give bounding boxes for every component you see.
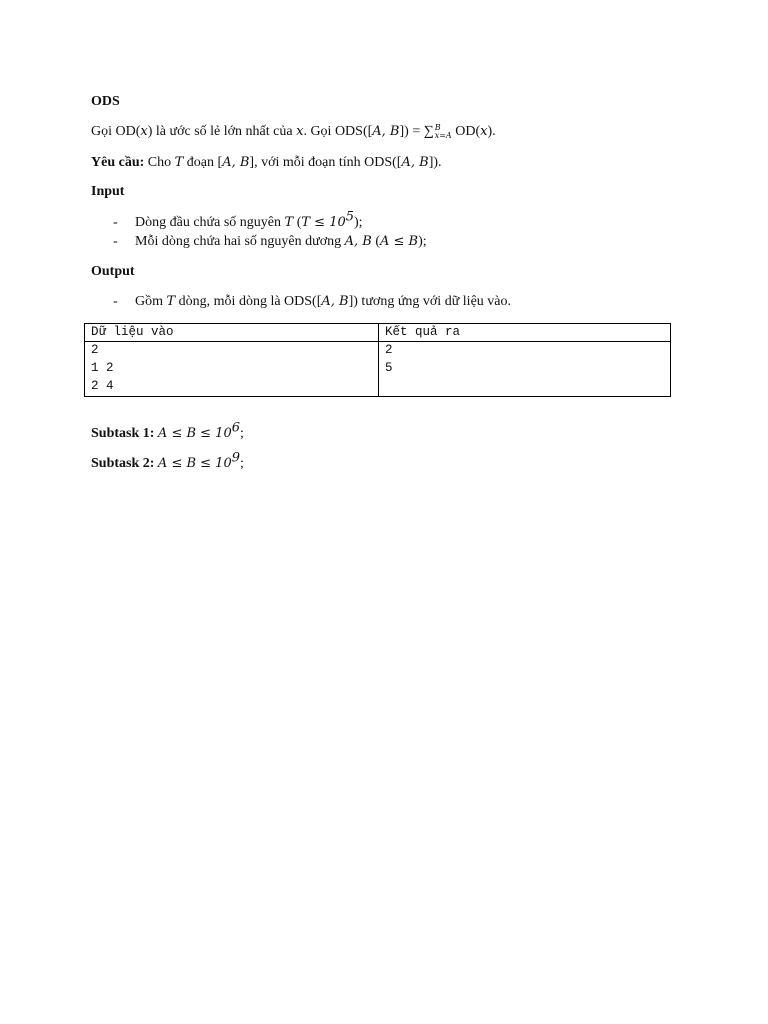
input-item-1 — [113, 209, 363, 232]
output-heading: Output — [91, 264, 135, 279]
input-item-text: Dòng đầu chứa số nguyên — [135, 215, 285, 230]
math-x: x — [480, 124, 488, 139]
input-item-text: ( — [293, 215, 302, 230]
input-heading: Input — [91, 184, 125, 199]
table-header-row — [85, 324, 671, 342]
subtask-label: Subtask 1: — [91, 426, 155, 441]
math-exponent: 6 — [231, 420, 241, 436]
math-t: T — [284, 215, 294, 230]
bullet-dash: - — [113, 234, 118, 249]
math-ab: A, B — [344, 234, 372, 249]
subtask-2 — [91, 450, 244, 473]
sample-input-cell — [85, 342, 379, 397]
sample-input-line: 1 2 — [91, 361, 114, 375]
input-item-text: Mỗi dòng chứa hai số nguyên dương — [135, 234, 345, 249]
subtask-label: Subtask 2: — [91, 456, 155, 471]
output-item-text: ]) tương ứng với dữ liệu vào. — [348, 294, 511, 309]
subtask-constraint: A ≤ B ≤ 10 — [157, 456, 232, 471]
definition-text-2: ) là ước số lẻ lớn nhất của — [147, 124, 297, 139]
subtask-constraint: A ≤ B ≤ 10 — [157, 426, 232, 441]
sample-input-line: 2 4 — [91, 379, 114, 393]
definition-text-5: OD( — [451, 124, 481, 139]
sample-output-line: 5 — [385, 361, 393, 375]
requirement-text-4: ]). — [428, 155, 442, 170]
math-constraint: A ≤ B — [380, 234, 419, 249]
sample-output-line: 2 — [385, 343, 393, 357]
subtask-tail: ; — [240, 456, 244, 471]
definition-line — [91, 123, 496, 141]
math-t: T — [166, 294, 176, 309]
subtask-tail: ; — [240, 426, 244, 441]
math-ab: A, B — [401, 155, 429, 170]
output-item-text: Gồm — [135, 294, 167, 309]
requirement-text-1: Cho — [144, 155, 175, 170]
requirement-text-2: đoạn [ — [183, 155, 223, 170]
math-ab: A, B — [372, 124, 400, 139]
output-item-text: dòng, mỗi dòng là ODS([ — [175, 294, 322, 309]
definition-text-6: ). — [487, 124, 496, 139]
requirement-label: Yêu cầu: — [91, 155, 145, 170]
sum-lower-limit: x=A — [434, 130, 452, 140]
input-item-text: ); — [354, 215, 363, 230]
summation-symbol: ∑ B x=A — [423, 122, 452, 140]
math-constraint: T ≤ 10 — [301, 215, 346, 230]
bullet-dash: - — [113, 215, 118, 230]
requirement-text-3: ], với mỗi đoạn tính ODS([ — [249, 155, 402, 170]
sample-input-line: 2 — [91, 343, 99, 357]
input-item-text: ); — [418, 234, 427, 249]
input-item-2 — [113, 233, 427, 251]
table-header-output: Kết quả ra — [379, 324, 671, 342]
sample-io-table — [84, 323, 671, 397]
math-ab: A, B — [321, 294, 349, 309]
table-row — [85, 342, 671, 397]
math-ab: A, B — [222, 155, 250, 170]
math-exponent: 5 — [345, 209, 355, 225]
math-t: T — [174, 155, 184, 170]
requirement-line — [91, 154, 442, 172]
subtask-1 — [91, 420, 244, 443]
sample-output-cell — [379, 342, 671, 397]
math-exponent: 9 — [231, 450, 241, 466]
problem-title: ODS — [91, 94, 120, 109]
definition-text-1: Gọi OD( — [91, 124, 141, 139]
math-x: x — [140, 124, 148, 139]
sum-upper-limit: B — [434, 122, 441, 132]
math-x: x — [296, 124, 304, 139]
input-item-text: ( — [371, 234, 381, 249]
output-item-1 — [113, 293, 511, 311]
definition-text-3: . Gọi ODS([ — [303, 124, 373, 139]
definition-text-4: ]) = — [399, 124, 424, 139]
bullet-dash: - — [113, 294, 118, 309]
table-header-input: Dữ liệu vào — [85, 324, 379, 342]
